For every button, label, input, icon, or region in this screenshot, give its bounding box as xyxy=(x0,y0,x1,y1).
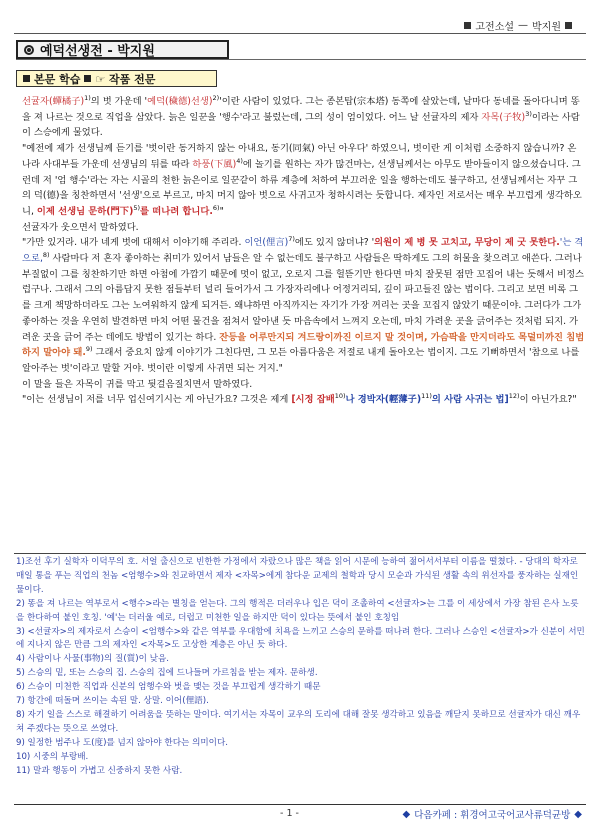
paragraph-4 xyxy=(16,235,586,376)
title-divider xyxy=(16,59,586,60)
running-head-course: 고전소설 xyxy=(475,22,515,33)
text-span: "이는 선생님이 저를 너무 업신여기시는 게 아닌가요? 그것은 제게 xyxy=(22,394,292,406)
square-icon xyxy=(84,75,91,82)
page-number: - 1 - xyxy=(280,808,299,819)
footer-credit xyxy=(403,807,582,821)
highlight-munha: 이제 선생님 문하(門下) xyxy=(36,205,134,217)
circle-bullet-icon xyxy=(24,45,34,55)
text-span: "예전에 제가 선생님께 듣기를 '벗이란 동거하지 않는 아내요, 동기(同氣) 아닌 아우다' 하였으니, 벗이란 게 이처럼 소중하지 않습니까? 온 나라 사대부들 가운데 선생님의 뒤를 따라 xyxy=(22,143,577,170)
footnote-ref: 2) xyxy=(212,93,220,102)
term-ieon: 이언(俚言) xyxy=(244,237,289,249)
page-footer xyxy=(14,804,586,820)
running-head-author: 박지원 xyxy=(532,22,561,33)
page-title-text: 예덕선생전 - 박지원 xyxy=(40,44,155,59)
footnote-ref: 1) xyxy=(84,93,91,102)
footnote-ref: 3) xyxy=(525,109,532,118)
paragraph-2 xyxy=(16,141,586,220)
square-icon xyxy=(464,22,471,29)
square-icon xyxy=(23,75,30,82)
highlight-sijeong: [시정 잡배 xyxy=(291,394,335,406)
text-span: '이란 사람이 있었다. 그는 종본탑(宗本塔) 동쪽에 살았는데, 날마다 동네를 돌아다니며 똥을 져 나르는 것으로 직업을 삼았다. 늙은 일꾼을 '행수'라고 불렀는데, 그의 성이 엄이었다. 어느 날 선귤자의 제자 xyxy=(22,96,580,123)
highlight-scratch: 잔등을 어루만지되 겨드랑이까진 이르지 말 것이며, 가슴팍을 만지더라도 목덜미까진 침범하지 말아야 돼. xyxy=(22,331,585,359)
header-divider xyxy=(14,33,586,34)
footnote-ref: 5) xyxy=(133,203,141,212)
footnote-ref: 12) xyxy=(508,392,520,401)
paragraph-1 xyxy=(16,94,586,141)
footnote-item: 6) 스승이 미천한 직업과 신분의 엄행수와 벗을 맺는 것을 부끄럽게 생각하기 때문 xyxy=(16,682,321,693)
section-heading-left: 본문 학습 xyxy=(34,72,81,86)
running-head xyxy=(464,18,572,33)
footer-credit-text: 다음카페 : 휘경여고국어교사류덕균방 xyxy=(414,810,571,821)
footnote-ref: 9) xyxy=(85,345,93,354)
footnote-item: 10) 시중의 부랑배. xyxy=(16,751,89,762)
term-jamok: 자목(子牧) xyxy=(481,111,526,123)
main-text xyxy=(16,94,586,408)
text-span: 에도 있지 않더냐? ' xyxy=(294,237,375,249)
diamond-icon: ◆ xyxy=(574,808,582,820)
highlight-leave: 를 떠나려 합니다. xyxy=(140,205,213,217)
footnote-divider xyxy=(14,553,586,554)
text-span: " xyxy=(219,205,224,217)
term-yedeok: 예덕(穢德)선생) xyxy=(147,96,213,107)
term-seongyulja: 선귤자(蟬橘子) xyxy=(22,96,85,107)
text-span: 이라는 사람이 스승에게 물었다. xyxy=(22,111,580,139)
footnote-item: 4) 사람이나 사물(事物)의 질(質)이 낮음. xyxy=(16,654,169,665)
highlight-proverb: 의원이 제 병 못 고치고, 무당이 제 굿 못한다. xyxy=(374,237,560,249)
text-span: 사람마다 저 혼자 좋아하는 취미가 있어서 남들은 알 수 없는데도 불구하고 사람들은 딱하게도 그의 허물을 찾으려고 애쓴다. 그러나 부질없이 그를 칭찬하기만 하면 아첨에 가깝기 때문에 멋이 없고, 오로지 그를 헐뜯기만 한다면 마치 잘못된 점만 꼬집어 내는 듯해서 비정스럽구나. 그래서 그의 아름답지 못한 점들부터 널리 들어가서 그 가장자리에나 어정거리되, 깊이 파고들진 않는 법이다. 그리고 보면 비록 그를 크게 책망하더라도 그는 노여워하지 않게 되거든. 왜냐하면 아직까지는 자기가 가장 꺼리는 곳을 꼬집지 않았기 때문이야. 그러다가 그가 좋아하는 것을 우연히 발견하면 마치 어떤 물건을 점쳐서 알아낸 듯 마음속에서 느껴지 오는데, 마치 가려운 곳을 긁어주는 것처럼 되지. 가려운 곳을 긁어 주는 데에도 방법이 있기는 하다. xyxy=(22,253,585,343)
footnote-ref: 11) xyxy=(421,392,432,401)
page-title xyxy=(16,40,229,59)
footnote-item: 9) 일정한 범주나 도(度)를 넘지 않아야 한다는 의미이다. xyxy=(16,737,229,748)
text-span: "가만 있거라. 내가 네게 벗에 대해서 이야기해 주리라. xyxy=(22,237,245,249)
footnote-item: 3) <선귤자>의 제자로서 스승이 <엄행수>와 같은 역부를 우대함에 치욕을 느끼고 스승의 문하를 떠나려 한다. 그러나 스승인 <선귤자>가 신분이 서민에 지나지 않은 만큼 그의 제자인 <자목>도 고상한 계층은 아닌 듯 하다. xyxy=(16,626,585,651)
footnote-ref: 4) xyxy=(236,156,243,165)
footnote-item: 2) 똥을 져 나르는 역부로서 <행수>라는 별칭을 얻는다. 그의 행적은 더러우나 입은 덕이 조촐하여 <선귤자>는 그를 이 세상에서 가장 참된 은사 노릇을 한다하여 붙인 호칭. '예'는 더러울 예로, 더럽고 미천한 일을 하지만 덕이 있다는 뜻에서 붙인 호칭임 xyxy=(16,598,579,623)
footnote-item: 11) 말과 행동이 가볍고 신중하지 못한 사람. xyxy=(16,765,183,776)
text-span: 그래서 중요치 않게 이야기가 그친다면, 그 모든 아름다움은 저절로 내게 돌아오는 법이지. 그도 기뻐하면서 '참으로 나를 알아주는 벗'이라고 말할 거야. 벗이란 이렇게 사귀면 되는 거지." xyxy=(22,347,580,374)
running-head-separator: — xyxy=(518,20,529,31)
footnote-item: 1)조선 후기 실학자 이덕무의 호. 서얼 출신으로 빈한한 가정에서 자랐으나 많은 책을 읽어 시문에 능하여 젊어서서부터 이름을 떨쳤다. - 당대의 학자로 매일 통을 푸는 직업의 천놈 <엄행수>와 친교하면서 제자 <자목>에게 참다운 교제의 철학과 당시 모순과 가식된 생활 속의 위선자를 풍자하는 실재인물이다. xyxy=(16,557,579,595)
footnote-item: 7) 항간에 떠돌며 쓰이는 속된 말. 상말. 이어(俚語). xyxy=(16,696,209,707)
term-hapung: 하풍(下風) xyxy=(192,158,237,170)
section-heading xyxy=(16,70,217,87)
diamond-icon: ◆ xyxy=(402,808,411,820)
paragraph-3: 선귤자가 웃으면서 말하였다. xyxy=(22,221,139,233)
footnote-ref: 7) xyxy=(288,235,295,244)
footnotes xyxy=(16,556,586,779)
highlight-gyeongbakja: 나 경박자(輕薄子) xyxy=(345,394,422,406)
paragraph-5: 이 말을 들은 자목이 귀를 막고 뒷걸음질치면서 말하였다. xyxy=(22,378,253,390)
footnote-item: 5) 스승의 밑, 또는 스승의 집. 스승의 집에 드나들며 가르침을 받는 제자. 문하생. xyxy=(16,668,318,679)
text-span: '는 격으로, xyxy=(22,237,584,265)
text-span: 의 벗 가운데 ' xyxy=(90,96,148,107)
paragraph-6 xyxy=(16,392,586,408)
text-span: 이 아닌가요?" xyxy=(519,394,577,406)
footnote-ref: 8) xyxy=(42,250,50,259)
highlight-method: 의 사람 사귀는 법] xyxy=(431,394,509,406)
square-icon xyxy=(565,22,572,29)
section-heading-right: ☞ 작품 전문 xyxy=(95,72,156,86)
footnote-ref: 10) xyxy=(334,392,346,401)
footnote-ref: 6) xyxy=(212,203,220,212)
footnote-item: 8) 자기 일을 스스로 해결하기 어려움을 뜻하는 말이다. 여기서는 자목이 교우의 도리에 대해 잘못 생각하고 있음을 깨닫지 못하므로 선귤자가 대신 깨우쳐 주겠다는 뜻으로 쓰였다. xyxy=(16,709,581,734)
text-span: 에 놀기를 원하는 자가 많건마는, 선생님께서는 아무도 받아들이지 않으셨습니다. 그런데 저 '엄 행수'라는 자는 시골의 천한 늙은이로 일꾼같이 하류 계층에 처하여 부끄러운 일을 행하는데도 불구하고, 선생님께서는 자꾸 그의 덕(德)을 칭찬하면서 '선생'으로 부르고, 마치 머지 않아 벗으로 사귀고자 청하시려는 듯합니다. 제자인 저로서는 매우 부끄럽게 생각하오니, xyxy=(22,158,582,217)
